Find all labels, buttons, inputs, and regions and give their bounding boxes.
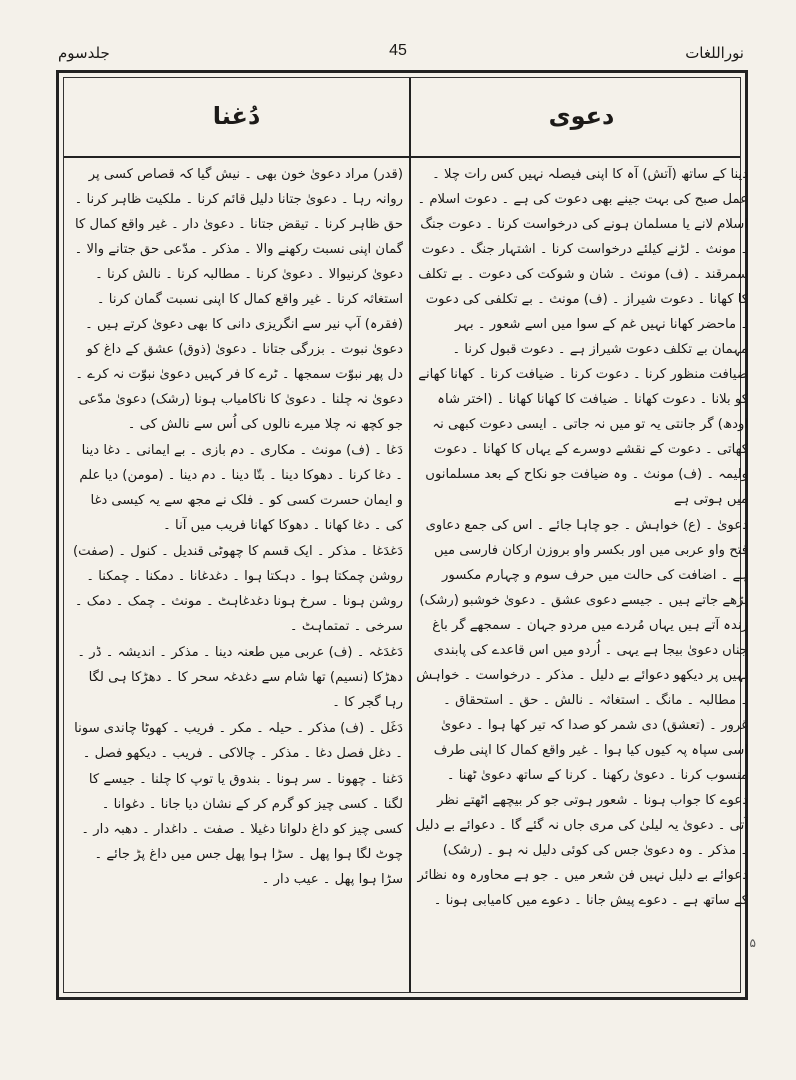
right-headword: دعوی xyxy=(548,102,615,130)
page-number: 45 xyxy=(389,42,407,59)
right-entry-1: دینا کے ساتھ (آتش) آہ کا اپنی فیصلہ نہیں کس رات چلا ۔ عمل صبح کی بہت جینے بھی دعوت کی ہے ۔ دعوت اسلام ۔ اسلام لانے یا مسلمان ہونے کی درخواست کرنا ۔ دعوت جنگ ۔ مونث ۔ لڑنے کیلئے درخواست کرنا ۔ اشتہار جنگ ۔ دعوت سمرقند ۔ (ف) مونث ۔ شان و شوکت کی دعوت ۔ بے تکلف کا کھانا ۔ دعوت شیراز ۔ (ف) مونث ۔ بے تکلفی کی دعوت ۔ ماحضر کھانا نہیں غم کے سوا میں اسے شعور ۔ بہر مہمان بے تکلف دعوت شیراز ہے ۔ دعوت قبول کرنا ۔ ضیافت منظور کرنا ۔ دعوت کرنا ۔ ضیافت کرنا ۔ کھانا کھانے کو بلانا ۔ دعوت کھانا ۔ ضیافت کا کھانا کھانا ۔ (اختر شاہ اودھ) گر جانتی یہ تو میں نہ جاتی ۔ ایسی دعوت کبھی نہ کھاتی ۔ دعوت کے نقشے دوسرے کے یہاں کا کھانا ۔ دعوت ولیمہ ۔ (ف) مونث ۔ وہ ضیافت جو نکاح کے بعد مسلمانوں میں ہوتی ہے xyxy=(417,167,748,507)
left-entry-2: دَغا ۔ (ف) مونث ۔ مکاری ۔ دم بازی ۔ بے ایمانی ۔ دغا دینا ۔ دغا کرنا ۔ دھوکا دینا ۔ بتّا دینا ۔ دم دینا ۔ (مومن) دیا علم و ایمان حسرت کسی کو ۔ فلک نے مجھ سے یہ کیسی دغا کی ۔ دغا کھانا ۔ دھوکا کھانا فریب میں آنا ۔ xyxy=(79,443,403,533)
book-title: نوراللغات xyxy=(685,44,744,62)
headword-band xyxy=(64,78,740,158)
right-entry-2: دعویٰ ۔ (ع) خواہش ۔ جو چاہا جائے ۔ اس کی جمع دعاوی فتح واو عربی میں اور بکسر واو بروزن ارکان فارسی میں ہے ۔ اضافت کی حالت میں حرف سوم و چہارم مکسور پڑھے جاتے ہیں ۔ جیسے دعوی عشق ۔ دعویٰ خوشبو (رشک) زندہ آتے ہیں یہاں مُردے میں مردو جہان ۔ سمجھے گر باغ جناں دعویٰ بیجا ہے یہی ۔ اُردو میں اس قاعدے کی پابندی نہیں پر دیکھو دعوائے بے دلیل ۔ مذکر ۔ درخواست ۔ خواہش ۔ مطالبہ ۔ مانگ ۔ استغاثہ ۔ نالش ۔ حق ۔ استحقاق ۔ غرور ۔ (تعشق) دی شمر کو صدا کہ تیر کھا ہوا ۔ دعویٰ اسی سپاہ پہ کیوں کیا ہوا ۔ غیر واقع کمال کا اپنی طرف منسوب کرنا ۔ دعویٰ رکھنا ۔ کرنا کے ساتھ دعویٰ ٹھنا ۔ دعوے کا جواب ہونا ۔ شعور ہوتی جو کر بیچھے اٹھتے نظر آتی ۔ دعویٰ یہ لیلیٰ کی مری جاں نہ گئے گا ۔ دعوائے بے دلیل ۔ مذکر ۔ وہ دعویٰ جس کی کوئی دلیل نہ ہو ۔ (رشک) دعوائے بے دلیل نہیں فن شعر میں ۔ جو ہے محاورہ وہ نظائر کے ساتھ ہے ۔ دعوے پیش جانا ۔ دعوے میں کامیابی ہونا ۔ xyxy=(415,518,748,908)
left-entry-5: دَغَل ۔ (ف) مذکر ۔ حیلہ ۔ مکر ۔ فریب ۔ کھوٹا چاندی سونا ۔ دغل فصل دغا ۔ مذکر ۔ چالاکی ۔ فریب ۔ دیکھو فصل ۔ xyxy=(74,721,403,761)
left-entry-4: دَغدَغہ ۔ (ف) عربی میں طعنہ دینا ۔ مذکر ۔ اندیشہ ۔ ڈر ۔ دھڑکا (نسیم) تھا شام سے دغدغہ سحر کا ۔ دھڑکا ہی لگا رہا گجر کا ۔ xyxy=(77,645,403,710)
left-headword: دُغنا xyxy=(212,102,261,130)
left-column xyxy=(70,162,403,984)
margin-mark: ۵ xyxy=(749,936,756,950)
page-frame xyxy=(56,70,748,1000)
left-entry-1: (قدر) مراد دعویٰ خون بھی ۔ نیش گیا کہ قصاص کسی پر روانہ رہا ۔ دعویٰ جتانا دلیل قائم کرنا ۔ ملکیت ظاہر کرنا ۔ حق ظاہر کرنا ۔ تیقض جتانا ۔ دعویٰ دار ۔ غیر واقع کمال کا گمان اپنی نسبت رکھنے والا ۔ مذکر ۔ مدّعی حق جتانے والا ۔ دعویٰ کرنیوالا ۔ دعویٰ کرنا ۔ مطالبہ کرنا ۔ نالش کرنا ۔ استغاثہ کرنا ۔ غیر واقع کمال کا اپنی نسبت گمان کرنا ۔ (فقرہ) آپ نیر سے انگریزی دانی کا بھی دعویٰ کرتے ہیں ۔ دعویٰ نبوت ۔ بزرگی جتانا ۔ دعویٰ (ذوق) عشق کے داغ کو دل پھر نبوّت سمجھا ۔ ٹرے کا فر کہیں دعویٰ نبوّت نہ کرے ۔ دعویٰ نہ چلنا ۔ دعویٰ کا ناکامیاب ہونا (رشک) دعویٰ مدّعی جو کچھ نہ چلا میرے نالوں کی اُس سے نالش کی ۔ xyxy=(74,167,403,432)
left-entry-6: دَغنا ۔ چھونا ۔ سر ہونا ۔ بندوق یا توپ کا چلنا ۔ جیسے کا لگنا ۔ کسی چیز کو گرم کر کے نشان دیا جانا ۔ دغوانا ۔ کسی چیز کو داغ دلوانا دغیلا ۔ صفت ۔ داغدار ۔ دھبہ دار ۔ چوٹ لگا ہوا پھل ۔ سڑا ہوا پھل جس میں داغ پڑ جائے ۔ سڑا ہوا پھل ۔ عیب دار ۔ xyxy=(81,772,403,887)
left-entry-3: دَغدَغا ۔ مذکر ۔ ایک قسم کا چھوٹی قندیل ۔ کنول ۔ (صفت) روشن چمکتا ہوا ۔ دہکتا ہوا ۔ دغدغانا ۔ دمکنا ۔ چمکنا ۔ روشن ہونا ۔ سرخ ہونا دغدغاہٹ ۔ مونث ۔ چمک ۔ دمک ۔ سرخی ۔ تمتماہٹ ۔ xyxy=(73,544,403,634)
inner-frame xyxy=(63,77,748,993)
column-divider xyxy=(409,78,411,992)
volume-label: جلدسوم xyxy=(58,44,110,62)
right-column xyxy=(415,162,748,984)
